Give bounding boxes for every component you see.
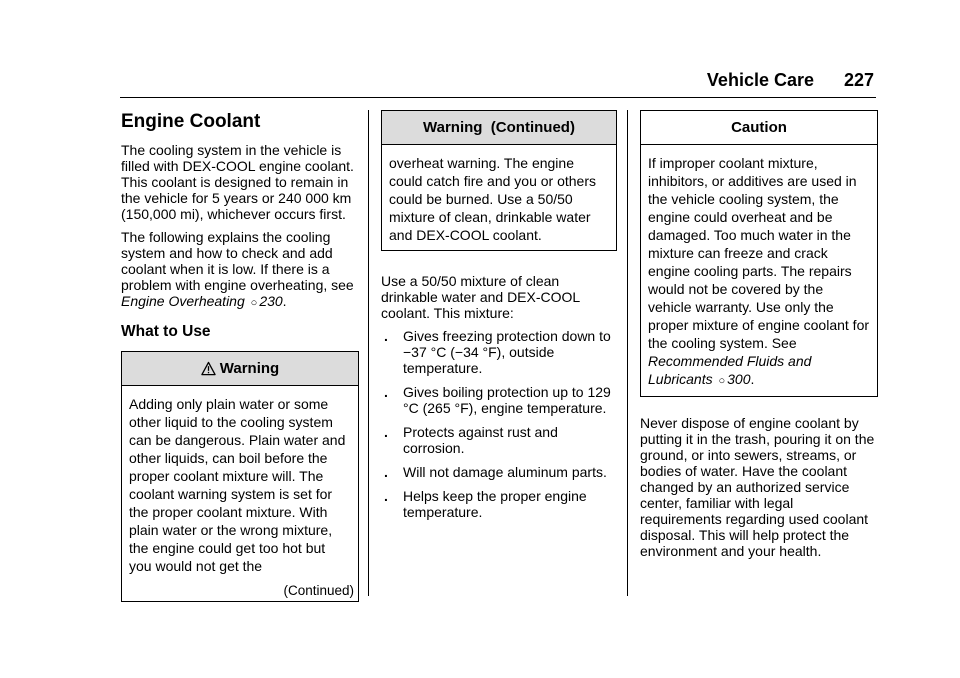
- caution-text: If improper coolant mixture, inhibitors, or additives are used in the vehicle cooling system, the engine could overheat and be damaged. Too much water in the mixture can freeze and crack engine cooling parts. The repairs would not be covered by the vehicle warranty. Use only the proper mixture of engine coolant for the cooling system. See: [648, 155, 870, 351]
- page-ref-arrow-icon: ○: [250, 297, 258, 309]
- list-item-text: Gives boiling protection up to 129 °C (265 °F), engine temperature.: [403, 384, 611, 416]
- header-page-number: 227: [843, 70, 874, 90]
- column-1: [121, 110, 359, 602]
- page-header: [120, 70, 876, 100]
- list-item: [381, 384, 617, 416]
- column-2: [381, 110, 617, 528]
- caution-header: [641, 111, 877, 145]
- page-ref-arrow-icon: ○: [718, 375, 726, 387]
- warning-body: Adding only plain water or some other liquid to the cooling system can be dangerous. Plain water and other liquids, can boil before the proper coolant mixture will. The coolant warning system is set for the proper coolant mixture. With plain water or the wrong mixture, the engine could get too hot but you would not get the: [129, 396, 346, 574]
- header-rule: [120, 97, 876, 98]
- warning-triangle-icon: [201, 361, 216, 376]
- list-item-text: Will not damage aluminum parts.: [403, 464, 607, 480]
- period: .: [282, 293, 287, 309]
- warning-box-header: [122, 352, 358, 386]
- caution-box: [640, 110, 878, 397]
- disposal-paragraph: Never dispose of engine coolant by putting it in the trash, pouring it on the ground, or into sewers, streams, or bodies of water. Have the coolant changed by an authorized service center, familiar with legal requirements regarding used coolant disposal. This will help protect the environment and your health.: [640, 415, 875, 559]
- column-3: [640, 110, 878, 566]
- subheading-what-to-use: What to Use: [121, 323, 211, 340]
- list-item-text: Helps keep the proper engine temperature.: [403, 488, 587, 520]
- mixture-intro: Use a 50/50 mixture of clean drinkable water and DEX-COOL coolant. This mixture:: [381, 273, 580, 321]
- bullet-mark: .: [384, 384, 388, 400]
- warning-continued-body: overheat warning. The engine could catch fire and you or others could be burned. Use a 50/50 mixture of clean, drinkable water and DEX-COOL coolant.: [389, 155, 597, 243]
- period: .: [750, 371, 755, 387]
- mixture-benefits-list: [381, 328, 617, 520]
- list-item-text: Gives freezing protection down to −37 °C (−34 °F), outside temperature.: [403, 328, 611, 376]
- engine-overheating-link[interactable]: Engine Overheating: [121, 293, 245, 309]
- column-divider-1: [368, 110, 369, 596]
- warning-title: Warning: [219, 359, 280, 377]
- overheating-text: The following explains the cooling system and how to check and add coolant when it is low. If there is a problem with engine overheating, see: [121, 229, 354, 293]
- bullet-mark: .: [384, 328, 388, 344]
- list-item: [381, 464, 617, 480]
- caution-title: Caution: [731, 118, 787, 136]
- column-divider-2: [627, 110, 628, 596]
- warning-continued-title: Warning (Continued): [423, 118, 575, 136]
- recommended-fluids-page[interactable]: 300: [727, 371, 751, 387]
- warning-continued: (Continued): [283, 583, 354, 598]
- recommended-fluids-link[interactable]: Recommended Fluids and Lubricants: [648, 353, 812, 387]
- bullet-mark: .: [384, 424, 388, 440]
- warning-continued-header: [382, 111, 616, 145]
- overheating-paragraph: [121, 229, 359, 311]
- engine-overheating-page[interactable]: 230: [259, 293, 283, 309]
- intro-paragraph: The cooling system in the vehicle is filled with DEX-COOL engine coolant. This coolant is designed to remain in the vehicle for 5 years or 240 000 km (150,000 mi), whichever occurs first.: [121, 142, 354, 222]
- caution-body: [641, 145, 877, 396]
- list-item: [381, 328, 617, 376]
- list-item: [381, 488, 617, 520]
- bullet-mark: .: [384, 488, 388, 504]
- section-heading: Engine Coolant: [121, 111, 261, 132]
- bullet-mark: .: [384, 464, 388, 480]
- list-item: [381, 424, 617, 456]
- warning-continued-box: [381, 110, 617, 251]
- list-item-text: Protects against rust and corrosion.: [403, 424, 558, 456]
- header-section-title: Vehicle Care: [706, 70, 814, 90]
- warning-box: [121, 351, 359, 602]
